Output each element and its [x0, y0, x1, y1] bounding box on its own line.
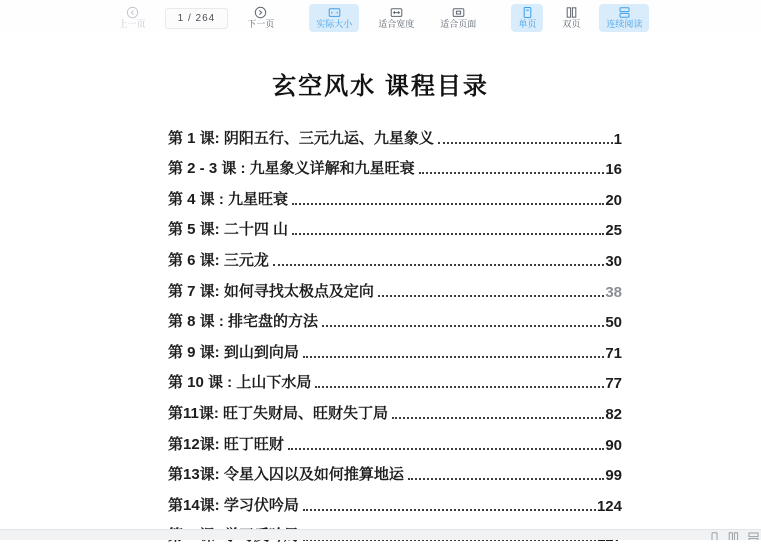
circle-arrow-left-icon: [126, 6, 139, 19]
actual-size-label: 实际大小: [316, 19, 353, 30]
double-page-button[interactable]: [555, 4, 587, 32]
dot-leader: [292, 203, 604, 205]
fit-page-label: 适合页面: [440, 19, 477, 30]
actual-size-button[interactable]: [309, 4, 359, 32]
toc-row-page: 77: [605, 375, 622, 393]
single-page-icon: [521, 6, 534, 19]
circle-arrow-right-icon: [254, 6, 267, 19]
fit-width-icon: [390, 6, 403, 19]
prev-page-button[interactable]: [112, 4, 153, 32]
page-title: 玄空风水 课程目录: [272, 73, 489, 100]
toc-row-page: 99: [605, 467, 622, 485]
toc-row: [168, 301, 622, 332]
double-page-label: 双页: [562, 19, 581, 30]
toc-row: [168, 239, 622, 270]
toc-row-label: 第14课: 学习伏吟局: [168, 496, 299, 514]
dot-leader: [408, 478, 604, 480]
toc-row: [168, 423, 622, 454]
status-bar: [0, 529, 761, 540]
toc-row-label: 第 6 课: 三元龙: [168, 251, 269, 269]
toc-row-page: 90: [605, 436, 622, 454]
toc-row: [168, 484, 622, 515]
toc-row: [168, 454, 622, 485]
toc-row: [168, 362, 622, 393]
toc-row-page: 30: [605, 252, 622, 270]
toc-row-page: 50: [605, 314, 622, 332]
toc-row-label: 第 2 - 3 课 : 九星象义详解和九星旺衰: [168, 160, 415, 178]
dot-leader: [273, 264, 604, 266]
toc-row-page: 82: [605, 405, 622, 423]
continuous-read-button[interactable]: [599, 4, 649, 32]
toc-row-label: 第 10 课 : 上山下水局: [168, 374, 312, 392]
toc-row-page: 20: [605, 191, 622, 209]
toc-row-label: 第 5 课: 二十四 山: [168, 221, 289, 239]
toc-row-label: 第 4 课 : 九星旺衰: [168, 190, 289, 208]
toc-row-label: 第 1 课: 阴阳五行、三元九运、九星象义: [168, 129, 434, 147]
single-page-button[interactable]: [511, 4, 543, 32]
toc-row: [168, 117, 622, 148]
single-page-icon[interactable]: [710, 532, 719, 540]
toc-row: [168, 392, 622, 423]
continuous-read-icon[interactable]: [748, 532, 759, 540]
prev-page-label: 上一页: [118, 19, 146, 30]
dot-leader: [288, 448, 604, 450]
toc-row-label: 第 7 课: 如何寻找太极点及定向: [168, 282, 374, 300]
toc-row-page: 38: [605, 283, 622, 301]
page-number-indicator[interactable]: 1 / 264: [165, 8, 229, 29]
toc-row-page: 124: [596, 497, 622, 515]
actual-size-icon: [328, 6, 341, 19]
toc-row: [168, 178, 622, 209]
continuous-read-label: 连续阅读: [606, 19, 643, 30]
statusbar-view-icons: [710, 532, 759, 540]
single-page-label: 单页: [518, 19, 537, 30]
fit-width-label: 适合宽度: [378, 19, 415, 30]
dot-leader: [303, 356, 604, 358]
pdf-page: [0, 34, 761, 540]
dot-leader: [315, 386, 604, 388]
toc-row: [168, 331, 622, 362]
toc-row-label: 第 9 课: 到山到向局: [168, 343, 299, 361]
toc-row-label: 第11课: 旺丁失财局、旺财失丁局: [168, 404, 389, 422]
dot-leader: [438, 142, 613, 144]
dot-leader: [378, 295, 604, 297]
toc-row: [168, 209, 622, 240]
next-page-button[interactable]: [240, 4, 281, 32]
dot-leader: [322, 325, 604, 327]
toc-row-page: 16: [605, 161, 622, 179]
dot-leader: [303, 509, 596, 511]
dot-leader: [419, 172, 605, 174]
double-page-icon: [565, 6, 578, 19]
fit-page-button[interactable]: [433, 4, 483, 32]
fit-page-icon: [452, 6, 465, 19]
toc-row: [168, 270, 622, 301]
toc-row-page: 1: [613, 130, 622, 148]
fit-width-button[interactable]: [371, 4, 421, 32]
pdf-toolbar: [0, 0, 761, 34]
toc-row: [168, 148, 622, 179]
continuous-read-icon: [618, 6, 631, 19]
double-page-icon[interactable]: [728, 532, 739, 540]
toc-list: [168, 117, 622, 545]
toc-row-label: 第12课: 旺丁旺财: [168, 435, 284, 453]
toc-row-page: 71: [605, 344, 622, 362]
toc-row-page: 25: [605, 222, 622, 240]
toc-row-label: 第13课: 令星入囚以及如何推算地运: [168, 466, 404, 484]
next-page-label: 下一页: [247, 19, 275, 30]
dot-leader: [292, 233, 604, 235]
dot-leader: [392, 417, 604, 419]
toc-row-label: 第 8 课 : 排宅盘的方法: [168, 313, 319, 331]
